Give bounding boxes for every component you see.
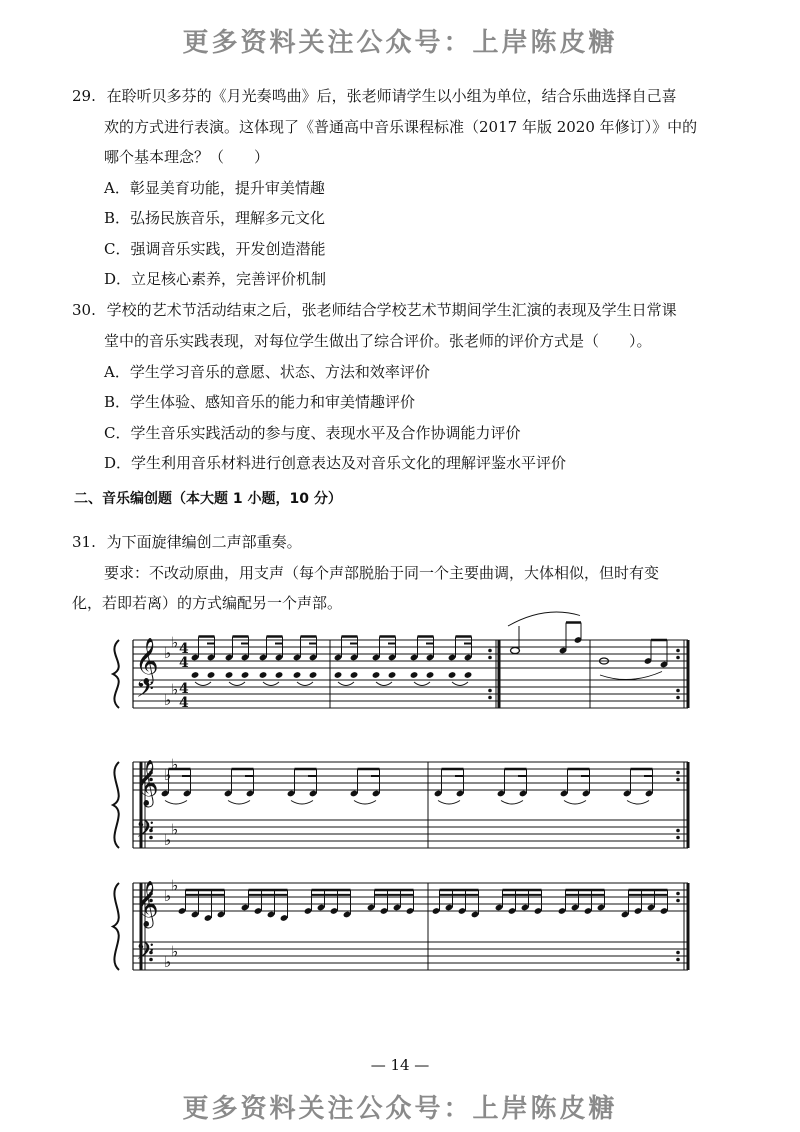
q30-line2: 堂中的音乐实践表现，对每位学生做出了综合评价。张老师的评价方式是（ ）。 xyxy=(104,332,652,350)
q31-line1: 31. 为下面旋律编创二声部重奏。 xyxy=(72,533,302,551)
tie xyxy=(229,682,245,686)
note-head xyxy=(207,671,216,679)
section-heading: 二、音乐编创题（本大题 1 小题，10 分） xyxy=(74,491,342,507)
tie xyxy=(291,801,313,805)
flat-icon: ♭ xyxy=(164,691,172,709)
repeat-dot xyxy=(676,899,680,903)
repeat-dot xyxy=(676,958,680,962)
q29-line1: 29. 在聆听贝多芬的《月光奏鸣曲》后，张老师请学生以小组为单位，结合乐曲选择自己喜 xyxy=(72,87,677,105)
repeat-dot xyxy=(676,771,680,775)
note-head xyxy=(426,671,435,679)
page-number: — 14 — xyxy=(370,1056,430,1074)
repeat-dot xyxy=(676,892,680,896)
treble-clef-icon: 𝄞 xyxy=(135,760,159,806)
tie xyxy=(376,682,392,686)
tie xyxy=(600,672,662,680)
flat-icon: ♭ xyxy=(171,942,179,961)
bass-clef-icon: 𝄢 xyxy=(136,937,155,970)
flat-icon: ♭ xyxy=(164,953,172,971)
note-head xyxy=(259,671,268,679)
slur xyxy=(508,612,580,626)
q30-option-b: B．学生体验、感知音乐的能力和审美情趣评价 xyxy=(104,393,416,411)
tie xyxy=(414,682,430,686)
q29-line3: 哪个基本理念？（ ） xyxy=(104,148,270,166)
tie xyxy=(354,801,376,805)
q29-option-d: D．立足核心素养，完善评价机制 xyxy=(104,270,327,288)
grand-staff-brace xyxy=(113,762,119,848)
repeat-dot xyxy=(488,689,492,693)
repeat-dot xyxy=(676,951,680,955)
note-head xyxy=(350,671,359,679)
time-signature-bottom: 4 xyxy=(179,695,189,711)
q30-option-d: D．学生利用音乐材料进行创意表达及对音乐文化的理解评鉴水平评价 xyxy=(104,454,567,472)
watermark-banner-bottom: 更多资料关注公众号：上岸陈皮糖 xyxy=(182,1094,618,1124)
tie xyxy=(627,801,649,805)
note-head xyxy=(293,671,302,679)
note-head xyxy=(275,671,284,679)
q30-line1: 30. 学校的艺术节活动结束之后，张老师结合学校艺术节期间学生汇演的表现及学生日常课 xyxy=(72,301,677,319)
flat-icon: ♭ xyxy=(171,755,179,774)
tie xyxy=(452,682,468,686)
tie xyxy=(228,801,250,805)
q29-option-c: C．强调音乐实践，开发创造潜能 xyxy=(104,240,326,258)
repeat-dot xyxy=(676,696,680,700)
bass-clef-icon: 𝄢 xyxy=(136,675,155,708)
grand-staff-brace xyxy=(113,883,119,970)
note-head xyxy=(309,671,318,679)
q29-number: 29. xyxy=(72,87,96,105)
repeat-dot xyxy=(676,829,680,833)
note-head xyxy=(464,671,473,679)
repeat-dot xyxy=(676,689,680,693)
tie xyxy=(195,682,211,686)
tie xyxy=(564,801,586,805)
repeat-dot xyxy=(676,649,680,653)
note-head xyxy=(334,671,343,679)
note-head xyxy=(388,671,397,679)
repeat-dot xyxy=(676,778,680,782)
note-head xyxy=(448,671,457,679)
tie xyxy=(501,801,523,805)
note-head xyxy=(410,671,419,679)
repeat-dot xyxy=(676,656,680,660)
q29-option-b: B．弘扬民族音乐，理解多元文化 xyxy=(104,209,326,227)
tie xyxy=(338,682,354,686)
time-signature-top: 4 xyxy=(179,641,189,657)
flat-icon: ♭ xyxy=(171,876,179,895)
grand-staff-brace xyxy=(113,640,119,708)
time-signature-bottom: 4 xyxy=(179,655,189,671)
flat-icon: ♭ xyxy=(164,887,172,905)
bass-clef-icon: 𝄢 xyxy=(136,815,155,848)
note-head xyxy=(191,671,200,679)
q30-number: 30. xyxy=(72,301,96,319)
note-head xyxy=(241,671,250,679)
treble-clef-icon: 𝄞 xyxy=(135,881,159,927)
flat-icon: ♭ xyxy=(164,766,172,784)
note-head-half xyxy=(511,648,520,654)
q31-number: 31. xyxy=(72,533,96,551)
q29-line2: 欢的方式进行表演。这体现了《普通高中音乐课程标准（2017 年版 2020 年修订）》中的 xyxy=(104,118,698,136)
tie xyxy=(263,682,279,686)
tie xyxy=(438,801,460,805)
tie xyxy=(297,682,313,686)
q30-option-a: A．学生学习音乐的意愿、状态、方法和效率评价 xyxy=(104,363,430,381)
time-signature-top: 4 xyxy=(179,681,189,697)
q31-requirement-line2: 化，若即若离）的方式编配另一个声部。 xyxy=(72,594,343,612)
q29-option-a: A．彰显美育功能，提升审美情趣 xyxy=(104,179,325,197)
repeat-dot xyxy=(676,836,680,840)
flat-icon: ♭ xyxy=(171,633,179,652)
tie xyxy=(165,801,187,805)
repeat-dot xyxy=(488,649,492,653)
treble-clef-icon: 𝄞 xyxy=(135,638,159,684)
flat-icon: ♭ xyxy=(164,831,172,849)
note-head xyxy=(372,671,381,679)
flat-icon: ♭ xyxy=(171,680,179,699)
repeat-dot xyxy=(488,656,492,660)
q30-option-c: C．学生音乐实践活动的参与度、表现水平及合作协调能力评价 xyxy=(104,424,521,442)
flat-icon: ♭ xyxy=(171,820,179,839)
q31-requirement-line1: 要求：不改动原曲，用支声（每个声部脱胎于同一个主要曲调，大体相似，但时有变 xyxy=(104,564,660,582)
repeat-dot xyxy=(488,696,492,700)
flat-icon: ♭ xyxy=(164,644,172,662)
watermark-banner-top: 更多资料关注公众号：上岸陈皮糖 xyxy=(182,28,618,58)
note-head xyxy=(225,671,234,679)
